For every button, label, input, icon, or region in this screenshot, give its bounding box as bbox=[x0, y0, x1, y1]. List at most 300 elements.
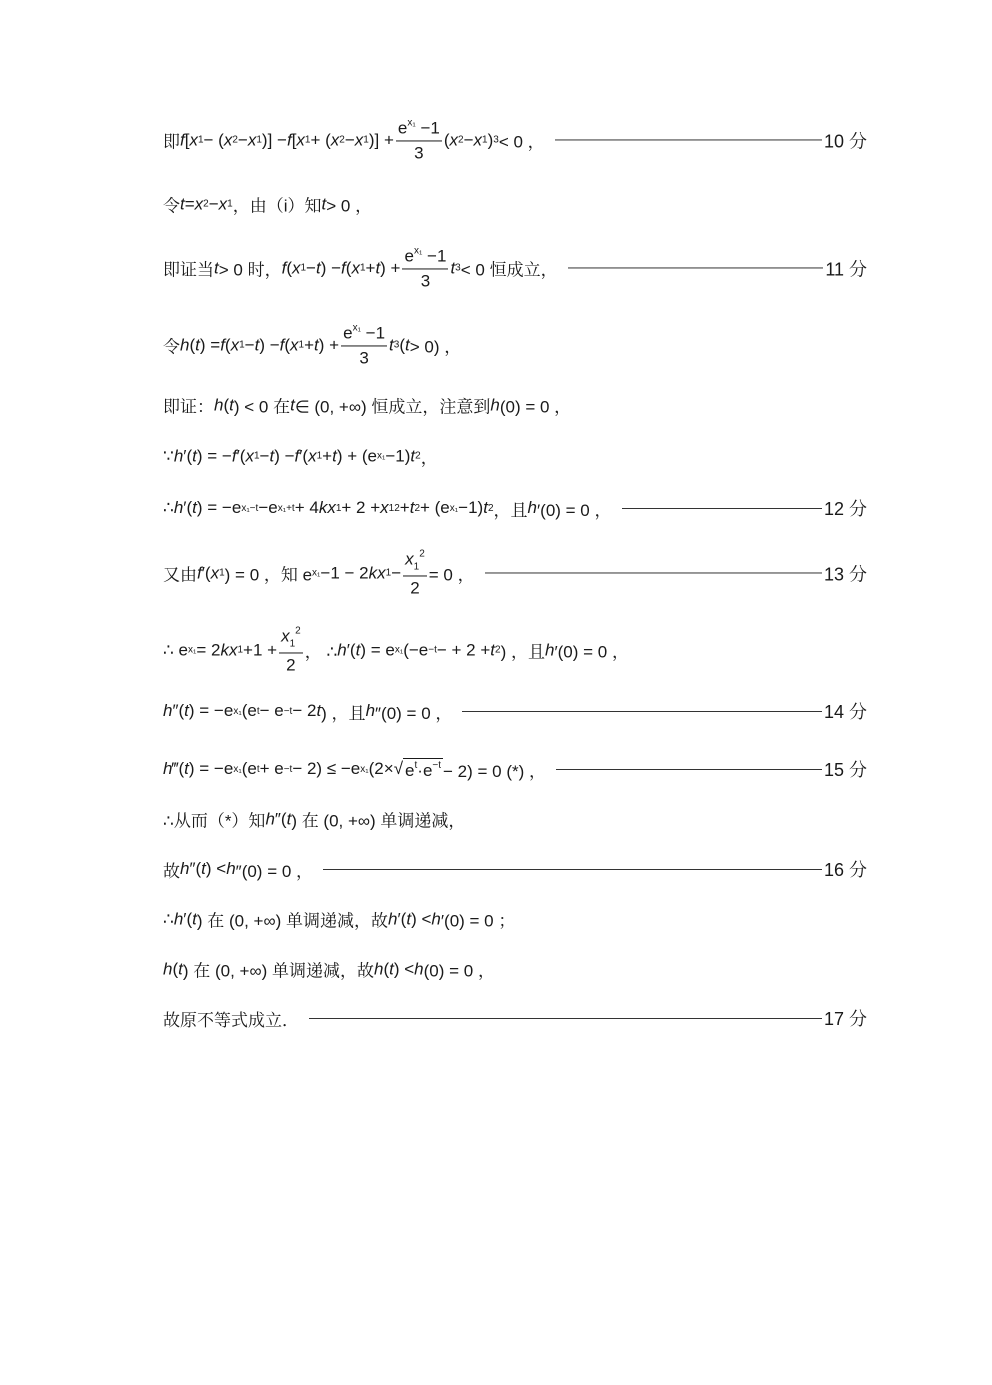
math-variable: x bbox=[449, 130, 459, 149]
subscript: 1 bbox=[385, 567, 392, 579]
math-variable: x bbox=[223, 130, 233, 149]
superscript: x₁ bbox=[233, 763, 242, 775]
math-text: ) + (e bbox=[336, 446, 377, 465]
math-text: 3 bbox=[359, 348, 369, 367]
score-leader-line bbox=[555, 140, 822, 141]
line-content bbox=[163, 322, 461, 367]
line-content bbox=[163, 625, 629, 674]
math-variable: t bbox=[450, 258, 456, 277]
math-text: [ bbox=[291, 130, 297, 149]
math-text: )] − bbox=[261, 130, 287, 149]
math-variable: h bbox=[388, 909, 398, 928]
superscript: 3 bbox=[393, 339, 400, 351]
math-text: ′(0) = 0 ， bbox=[554, 642, 629, 662]
math-text: ( bbox=[284, 335, 291, 354]
math-text: > 0) ， bbox=[409, 337, 462, 357]
math-text: − + 2 + bbox=[436, 639, 491, 659]
math-variable: h bbox=[527, 498, 537, 517]
subscript: 1 bbox=[388, 502, 395, 514]
math-variable: x bbox=[308, 446, 317, 465]
solution-line bbox=[163, 117, 867, 162]
math-variable: t bbox=[201, 859, 206, 878]
superscript: −t bbox=[283, 705, 293, 717]
math-variable: x bbox=[290, 335, 299, 354]
math-variable: h bbox=[163, 759, 173, 778]
score-leader-line bbox=[556, 769, 822, 770]
math-text: ( bbox=[443, 130, 450, 149]
math-variable: x bbox=[473, 130, 483, 149]
math-text: ) ，且 bbox=[500, 642, 545, 662]
math-variable: t bbox=[355, 639, 361, 659]
radical-sign-icon: √ bbox=[393, 759, 404, 778]
score-leader-line bbox=[462, 711, 822, 712]
score-label: 11 分 bbox=[825, 259, 867, 279]
math-variable: h bbox=[163, 959, 173, 978]
math-text: ) 在 (0, +∞) 单调递减，故 bbox=[196, 911, 388, 931]
subscript: 1 bbox=[359, 262, 366, 274]
subscript: 2 bbox=[203, 198, 209, 210]
line-content bbox=[163, 245, 558, 290]
math-text: − bbox=[237, 130, 248, 149]
score-leader-line bbox=[485, 572, 822, 573]
math-text: − bbox=[259, 446, 270, 465]
line-content bbox=[163, 117, 545, 162]
math-variable: x bbox=[281, 626, 290, 646]
solution-line bbox=[163, 495, 867, 521]
solution-line bbox=[163, 907, 867, 932]
subscript: 1 bbox=[300, 262, 307, 274]
superscript: x₁ bbox=[312, 567, 321, 579]
line-content bbox=[163, 1006, 299, 1031]
math-text: − bbox=[344, 130, 355, 149]
math-text: − 2) = 0 (*) ， bbox=[443, 761, 547, 781]
math-text: −1 bbox=[422, 246, 447, 266]
math-text: ″(0) = 0 ， bbox=[375, 703, 453, 723]
math-text: )] + bbox=[368, 130, 394, 149]
math-text: ( bbox=[172, 959, 179, 978]
math-text: [ bbox=[184, 130, 190, 149]
math-text: ) = −e bbox=[188, 759, 234, 778]
line-content bbox=[163, 699, 452, 724]
math-variable: t bbox=[321, 194, 327, 213]
math-text: − bbox=[463, 130, 474, 149]
math-text: − e bbox=[259, 701, 284, 720]
math-variable: f bbox=[220, 335, 225, 354]
fraction-denominator bbox=[414, 141, 423, 163]
math-text: ) = −e bbox=[196, 498, 242, 517]
math-variable: h bbox=[173, 498, 184, 517]
math-variable: h bbox=[180, 859, 190, 878]
score-label: 17 分 bbox=[823, 1009, 867, 1029]
fraction bbox=[279, 625, 303, 674]
line-content bbox=[163, 757, 546, 782]
math-text: + bbox=[399, 498, 410, 517]
math-text: ) = 0 ，知 e bbox=[224, 565, 313, 585]
superscript: x₁+t bbox=[277, 502, 295, 514]
score-label: 10 分 bbox=[823, 131, 867, 151]
solution-line bbox=[163, 625, 867, 674]
score-label: 13 分 bbox=[823, 563, 867, 584]
superscript: 3 bbox=[455, 262, 461, 274]
math-text: (0) = 0 ， bbox=[499, 397, 572, 417]
math-text: 2 bbox=[410, 577, 420, 597]
math-text: − bbox=[244, 335, 255, 354]
math-variable: h bbox=[173, 909, 184, 928]
fraction-denominator bbox=[421, 269, 430, 291]
subscript: 2 bbox=[232, 134, 238, 146]
math-text: (e bbox=[241, 759, 257, 778]
math-variable: h bbox=[490, 395, 500, 414]
math-text: ″( bbox=[274, 809, 287, 828]
math-text: ) − bbox=[259, 335, 280, 354]
math-text: ( bbox=[345, 258, 352, 277]
math-text: −1 bbox=[360, 323, 386, 343]
math-text: ‴( bbox=[172, 759, 185, 778]
math-variable: x bbox=[247, 130, 257, 149]
math-variable: t bbox=[315, 258, 321, 277]
solution-line bbox=[163, 444, 867, 469]
math-variable: x bbox=[210, 562, 220, 582]
math-text: + e bbox=[259, 759, 284, 778]
math-variable: h bbox=[365, 701, 376, 720]
superscript: t bbox=[414, 759, 418, 771]
math-text: − bbox=[208, 194, 219, 213]
math-variable: t bbox=[214, 258, 219, 277]
math-text: − bbox=[391, 562, 402, 582]
math-text: e bbox=[405, 760, 415, 780]
math-variable: t bbox=[389, 959, 394, 978]
math-text: 又由 bbox=[163, 565, 197, 585]
fraction bbox=[403, 548, 427, 597]
math-text: −1) bbox=[458, 498, 484, 517]
math-variable: f bbox=[294, 446, 300, 465]
superscript: x₁−t bbox=[241, 502, 259, 514]
math-text: 令 bbox=[163, 337, 180, 357]
line-content bbox=[163, 393, 571, 418]
math-variable: x bbox=[194, 194, 204, 213]
score-leader-line bbox=[622, 508, 822, 509]
line-content bbox=[163, 807, 465, 832]
math-variable: h bbox=[414, 959, 424, 978]
math-variable: x bbox=[230, 335, 240, 354]
math-text: ∴从而（*）知 bbox=[163, 811, 266, 831]
line-content bbox=[163, 857, 313, 882]
math-variable: x bbox=[245, 446, 254, 465]
math-text: 3 bbox=[414, 143, 424, 162]
line-content bbox=[163, 907, 515, 932]
superscript: 2 bbox=[487, 502, 494, 514]
math-text: ″(0) = 0 ， bbox=[235, 861, 314, 881]
math-variable: x bbox=[380, 498, 389, 517]
math-text: ， bbox=[420, 448, 438, 468]
math-variable: kx bbox=[368, 562, 386, 582]
math-text: ) < bbox=[393, 959, 415, 978]
math-text: ) + bbox=[318, 335, 340, 354]
math-text: ( bbox=[223, 395, 230, 414]
math-text: 即 bbox=[163, 132, 180, 152]
score-label: 15 分 bbox=[823, 760, 867, 780]
math-text: ( bbox=[189, 335, 196, 354]
subscript: 1 bbox=[219, 567, 225, 579]
math-text: = bbox=[184, 194, 195, 213]
math-text: + bbox=[304, 335, 315, 354]
radicand bbox=[403, 758, 443, 781]
superscript: x₁ bbox=[188, 644, 197, 656]
superscript: x₁ bbox=[376, 450, 386, 462]
math-text: ″( bbox=[189, 859, 202, 878]
math-text: −e bbox=[258, 498, 278, 517]
math-variable: f bbox=[279, 335, 285, 354]
fraction bbox=[402, 245, 448, 290]
superscript: x₁ bbox=[449, 502, 459, 514]
math-variable: h bbox=[431, 909, 441, 928]
math-text: ) bbox=[487, 130, 494, 149]
subscript: 1 bbox=[253, 450, 260, 462]
math-text: ∵ bbox=[163, 446, 174, 465]
math-variable: t bbox=[490, 639, 496, 659]
math-variable: h bbox=[337, 639, 347, 659]
math-text: > 0 ， bbox=[326, 196, 373, 216]
math-text: ，且 bbox=[493, 500, 528, 520]
solution-line bbox=[163, 393, 867, 418]
math-variable: t bbox=[375, 258, 381, 277]
math-text: + 2 + bbox=[341, 498, 381, 517]
math-variable: x bbox=[218, 194, 228, 213]
solution-line bbox=[163, 192, 867, 217]
math-text: ′( bbox=[346, 639, 356, 659]
math-text: ·e bbox=[417, 760, 433, 780]
math-text: ∈ (0, +∞) 恒成立，注意到 bbox=[294, 397, 491, 417]
math-text: 即证： bbox=[163, 397, 214, 417]
math-text: ) = e bbox=[360, 639, 395, 659]
fraction bbox=[341, 322, 387, 367]
math-text: ) 在 (0, +∞) 单调递减，故 bbox=[182, 961, 374, 981]
fraction-numerator bbox=[396, 117, 442, 141]
line-content bbox=[163, 957, 495, 982]
superscript: 2 bbox=[394, 502, 400, 514]
line-content bbox=[163, 496, 612, 521]
subscript: 1 bbox=[316, 450, 323, 462]
math-text: −1 − 2 bbox=[320, 562, 369, 582]
math-variable: x bbox=[405, 549, 414, 569]
superscript: 2 bbox=[414, 502, 420, 514]
math-text: = 2 bbox=[196, 639, 221, 659]
math-text: ) = − bbox=[196, 446, 232, 465]
subscript: 2 bbox=[458, 134, 464, 146]
subscript: 1 bbox=[298, 339, 305, 351]
fraction-numerator bbox=[403, 548, 427, 576]
math-text: −1 bbox=[415, 118, 440, 138]
math-text: ) < bbox=[411, 909, 432, 928]
math-text: + bbox=[322, 446, 333, 465]
math-text: ) ，且 bbox=[321, 703, 366, 723]
math-text: (0) = 0 ， bbox=[423, 961, 495, 981]
math-text: ( bbox=[383, 959, 390, 978]
superscript: 2 bbox=[419, 548, 425, 560]
superscript: x₁ bbox=[413, 245, 423, 257]
math-text: > 0 时， bbox=[218, 260, 282, 280]
math-text: + ( bbox=[310, 130, 331, 149]
math-variable: t bbox=[192, 446, 197, 465]
math-variable: f bbox=[286, 130, 292, 149]
math-text: (−e bbox=[403, 639, 429, 659]
math-variable: t bbox=[184, 701, 189, 720]
math-variable: f bbox=[281, 258, 287, 277]
superscript: 2 bbox=[495, 644, 501, 656]
math-text: < 0 恒成立， bbox=[460, 260, 558, 280]
superscript: 2 bbox=[295, 625, 301, 637]
math-variable: h bbox=[226, 859, 236, 878]
math-text: 即证当 bbox=[163, 260, 214, 280]
math-text: ∴ e bbox=[163, 639, 188, 659]
math-text: (2× bbox=[368, 759, 394, 778]
fraction-numerator bbox=[402, 245, 448, 269]
solution-line bbox=[163, 548, 867, 597]
solution-line bbox=[163, 1005, 867, 1031]
superscript: 3 bbox=[493, 134, 499, 146]
math-text: (e bbox=[241, 701, 257, 720]
superscript: −t bbox=[432, 759, 442, 771]
solution-line bbox=[163, 698, 867, 724]
math-text: +1 + bbox=[243, 639, 278, 659]
score-label: 14 分 bbox=[823, 702, 867, 722]
math-variable: t bbox=[180, 194, 185, 213]
fraction bbox=[396, 117, 442, 162]
math-variable: x bbox=[291, 258, 301, 277]
solution-line bbox=[163, 957, 867, 982]
math-variable: t bbox=[192, 498, 197, 517]
math-text: ′(0) = 0 ； bbox=[440, 911, 516, 931]
superscript: 2 bbox=[415, 450, 421, 462]
line-content bbox=[163, 192, 372, 217]
math-variable: kx bbox=[220, 639, 238, 659]
math-text: ， ∴ bbox=[304, 642, 338, 662]
superscript: −t bbox=[428, 644, 437, 656]
math-variable: t bbox=[184, 759, 189, 778]
superscript: x₁ bbox=[394, 644, 404, 656]
subscript: 1 bbox=[289, 638, 296, 650]
math-text: e bbox=[343, 323, 353, 343]
math-variable: h bbox=[265, 809, 275, 828]
math-text: 2 bbox=[286, 654, 296, 674]
math-text: + (e bbox=[420, 498, 450, 517]
math-text: − ( bbox=[203, 130, 224, 149]
score-label: 16 分 bbox=[823, 860, 867, 880]
math-variable: f bbox=[231, 446, 237, 465]
math-variable: kx bbox=[318, 498, 336, 517]
math-variable: h bbox=[214, 395, 224, 414]
score-leader-line bbox=[309, 1018, 822, 1019]
math-variable: x bbox=[330, 130, 340, 149]
subscript: 1 bbox=[413, 561, 420, 573]
math-variable: h bbox=[163, 701, 173, 720]
math-variable: h bbox=[180, 335, 190, 354]
math-text: ′( bbox=[183, 498, 193, 517]
subscript: 1 bbox=[304, 134, 311, 146]
superscript: t bbox=[256, 763, 260, 775]
math-variable: t bbox=[195, 335, 200, 354]
math-variable: h bbox=[373, 959, 384, 978]
subscript: 1 bbox=[335, 502, 342, 514]
math-variable: f bbox=[341, 258, 346, 277]
line-content bbox=[163, 548, 475, 597]
math-text: ∴ bbox=[163, 909, 174, 928]
subscript: 1 bbox=[227, 198, 233, 210]
math-variable: x bbox=[354, 130, 364, 149]
fraction-numerator bbox=[341, 322, 387, 346]
math-text: ′( bbox=[397, 909, 407, 928]
math-text: ) + bbox=[380, 258, 401, 277]
math-text: − 2 bbox=[292, 701, 317, 720]
math-variable: t bbox=[314, 335, 319, 354]
math-variable: h bbox=[173, 446, 184, 465]
math-text: ) = bbox=[199, 335, 221, 354]
math-variable: t bbox=[405, 335, 410, 354]
math-text: 故原不等式成立． bbox=[163, 1010, 299, 1030]
math-text: ′(0) = 0 ， bbox=[536, 500, 612, 520]
math-text: ) = −e bbox=[188, 701, 234, 720]
subscript: 1 bbox=[363, 134, 369, 146]
math-text: < 0 ， bbox=[498, 132, 545, 152]
math-variable: t bbox=[316, 701, 322, 720]
math-text: = 0 ， bbox=[428, 565, 475, 585]
math-variable: t bbox=[389, 335, 394, 354]
score-leader-line bbox=[568, 268, 824, 269]
math-text: ) − bbox=[274, 446, 295, 465]
math-text: ) 在 (0, +∞) 单调递减， bbox=[291, 811, 466, 831]
fraction-denominator bbox=[410, 576, 419, 598]
math-text: − bbox=[306, 258, 316, 277]
math-variable: t bbox=[229, 395, 234, 414]
math-variable: t bbox=[410, 446, 416, 465]
math-text: 故 bbox=[163, 861, 180, 881]
math-text: ( bbox=[224, 335, 231, 354]
solution-line bbox=[163, 245, 867, 290]
math-variable: t bbox=[269, 446, 275, 465]
math-variable: t bbox=[409, 498, 415, 517]
math-variable: t bbox=[290, 395, 295, 414]
math-text: 3 bbox=[420, 271, 431, 290]
solution-line bbox=[163, 322, 867, 367]
math-text: ∴ bbox=[163, 498, 174, 517]
superscript: t bbox=[256, 705, 260, 717]
subscript: 1 bbox=[482, 134, 488, 146]
math-variable: x bbox=[296, 130, 305, 149]
math-text: ′( bbox=[183, 909, 193, 928]
fraction-numerator bbox=[279, 625, 303, 653]
math-text: ′( bbox=[201, 562, 211, 582]
math-variable: t bbox=[286, 809, 292, 828]
subscript: 1 bbox=[197, 134, 204, 146]
math-text: ″( bbox=[172, 701, 185, 720]
math-variable: t bbox=[483, 498, 488, 517]
superscript: x₁ bbox=[360, 763, 369, 775]
subscript: 1 bbox=[256, 134, 262, 146]
math-text: ( bbox=[286, 258, 292, 277]
math-variable: f bbox=[180, 130, 185, 149]
math-text: e bbox=[397, 118, 408, 138]
math-text: −1) bbox=[385, 446, 411, 465]
score-label: 12 分 bbox=[823, 499, 867, 519]
fraction-denominator bbox=[286, 653, 295, 675]
math-variable: t bbox=[192, 909, 197, 928]
solution-line bbox=[163, 807, 867, 832]
math-variable: t bbox=[406, 909, 412, 928]
math-text: ) − bbox=[320, 258, 342, 277]
math-text: + 4 bbox=[294, 498, 319, 517]
superscript: x₁ bbox=[407, 117, 416, 129]
superscript: x₁ bbox=[233, 705, 242, 717]
